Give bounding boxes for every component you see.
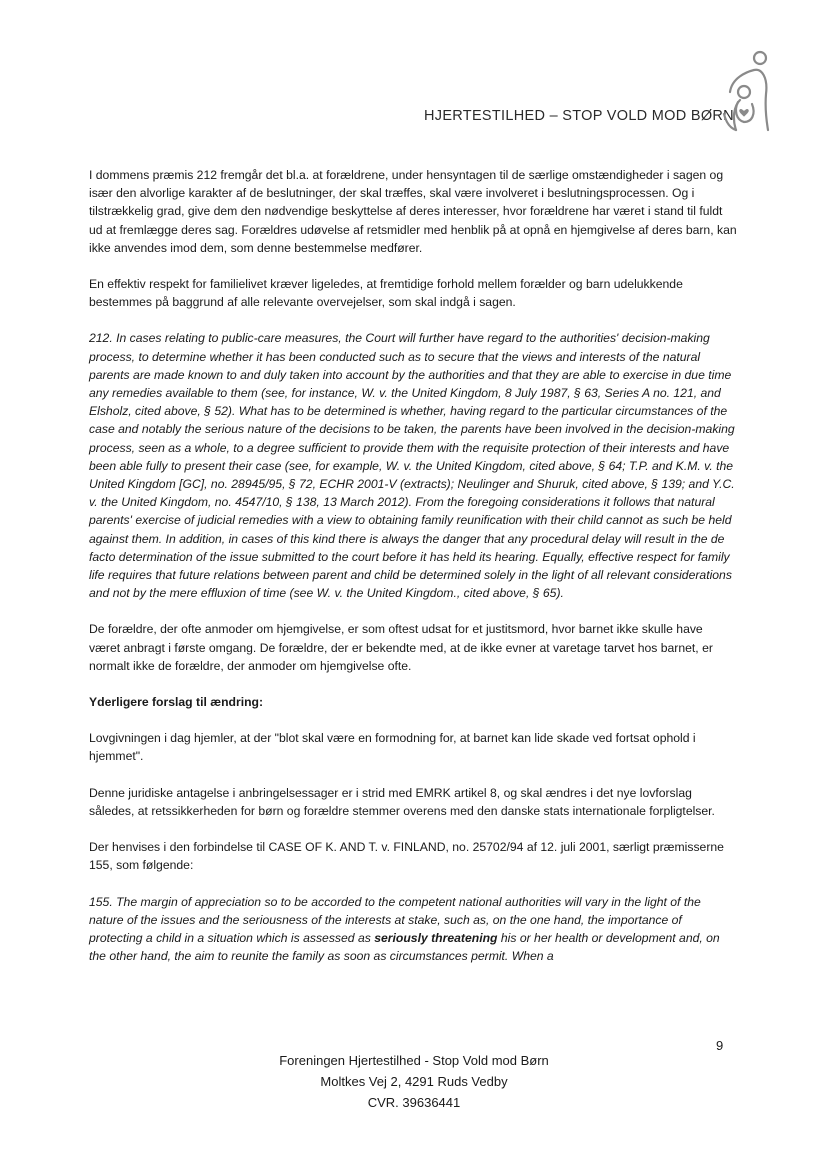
logo-icon (722, 48, 772, 134)
paragraph: Lovgivningen i dag hjemler, at der "blot skal være en formodning for, at barnet kan lide skade ved fortsat ophold i hjemmet". (89, 731, 696, 764)
quote-paragraph-155 (89, 893, 737, 966)
footer-address: Moltkes Vej 2, 4291 Ruds Vedby (320, 1074, 508, 1089)
quote-paragraph-212: 212. In cases relating to public-care measures, the Court will further have regard to the authorities' decision-making process, to determine whether it has been conducted such as to secure that the views and interests of the natural parents are made known to and duly taken into account by the authorities and that they are able to exercise in due time any remedies available to them (see, for instance, W. v. the United Kingdom, 8 July 1987, § 63, Series A no. 121, and Elsholz, cited above, § 52). What has to be determined is whether, having regard to the particular circumstances of the case and notably the serious nature of the decisions to be taken, the parents have been involved in the decision-making process, seen as a whole, to a degree sufficient to provide them with the requisite protection of their interests and have been able fully to present their case (see, for example, W. v. the United Kingdom, cited above, § 64; T.P. and K.M. v. the United Kingdom [GC], no. 28945/95, § 72, ECHR 2001-V (extracts); Neulinger and Shuruk, cited above, § 139; and Y.C. v. the United Kingdom, no. 4547/10, § 138, 13 March 2012). From the foregoing considerations it follows that natural parents' exercise of judicial remedies with a view to obtaining family reunification with their child cannot as such be held against them. In addition, in cases of this kind there is always the danger that any procedural delay will result in the de facto determination of the issue submitted to the court before it has held its hearing. Equally, effective respect for family life requires that future relations between parent and child be determined solely in the light of all relevant considerations and not by the mere effluxion of time (see W. v. the United Kingdom., cited above, § 65). (89, 331, 735, 601)
quote-text: his or her health or development and, on the other hand, the aim to reunite the family as soon as circumstances permit. When a (89, 930, 720, 964)
document-body (89, 166, 737, 965)
quote-text: 155. The margin of appreciation so to be accorded to the competent national authorities will vary in the light of the nature of the issues and the seriousness of the interests at stake, such as, on the one hand, the importance of protecting a child in a situation which is assessed as (89, 894, 701, 945)
page-footer (214, 1050, 614, 1113)
footer-cvr: CVR. 39636441 (367, 1095, 461, 1110)
page-number: 9 (716, 1038, 724, 1053)
paragraph: De forældre, der ofte anmoder om hjemgivelse, er som oftest udsat for et justitsmord, hvor barnet ikke skulle have været anbragt i første omgang. De forældre, der er bekendte med, at de ikke evner at varetage tarvet hos barnet, er normalt ikke de forældre, der anmoder om hjemgivelse ofte. (89, 622, 713, 673)
paragraph: Der henvises i den forbindelse til CASE OF K. AND T. v. FINLAND, no. 25702/94 af 12. juli 2001, særligt præmisserne 155, som følgende: (89, 840, 724, 873)
paragraph: I dommens præmis 212 fremgår det bl.a. at forældrene, under hensyntagen til de særlige omstændigheder i sagen og især den alvorlige karakter af de beslutninger, der skal træffes, skal være involveret i beslutningsprocessen. Og i tilstrækkelig grad, give dem den nødvendige beskyttelse af deres interesser, hvor forældrene har været i stand til fuldt ud at fremlægge deres sag. Forældres udøvelse af retsmidler med henblik på at opnå en hjemgivelse af deres barn, kan ikke anvendes imod dem, som denne bestemmelse medfører. (89, 168, 737, 255)
footer-org-name: Foreningen Hjertestilhed - Stop Vold mod Børn (279, 1053, 549, 1068)
emphasis-text: seriously threatening (374, 930, 498, 945)
section-heading: Yderligere forslag til ændring: (89, 695, 264, 710)
paragraph: En effektiv respekt for familielivet kræver ligeledes, at fremtidige forhold mellem forælder og barn udelukkende bestemmes på baggrund af alle relevante overvejelser, som skal indgå i sagen. (89, 277, 683, 310)
header-title: HJERTESTILHED – STOP VOLD MOD BØRN (424, 108, 734, 124)
paragraph: Denne juridiske antagelse i anbringelsessager er i strid med EMRK artikel 8, og skal ændres i det nye lovforslag således, at retssikkerheden for børn og forældre stemmer overens med den danske stats internationale forpligtelser. (89, 785, 715, 818)
